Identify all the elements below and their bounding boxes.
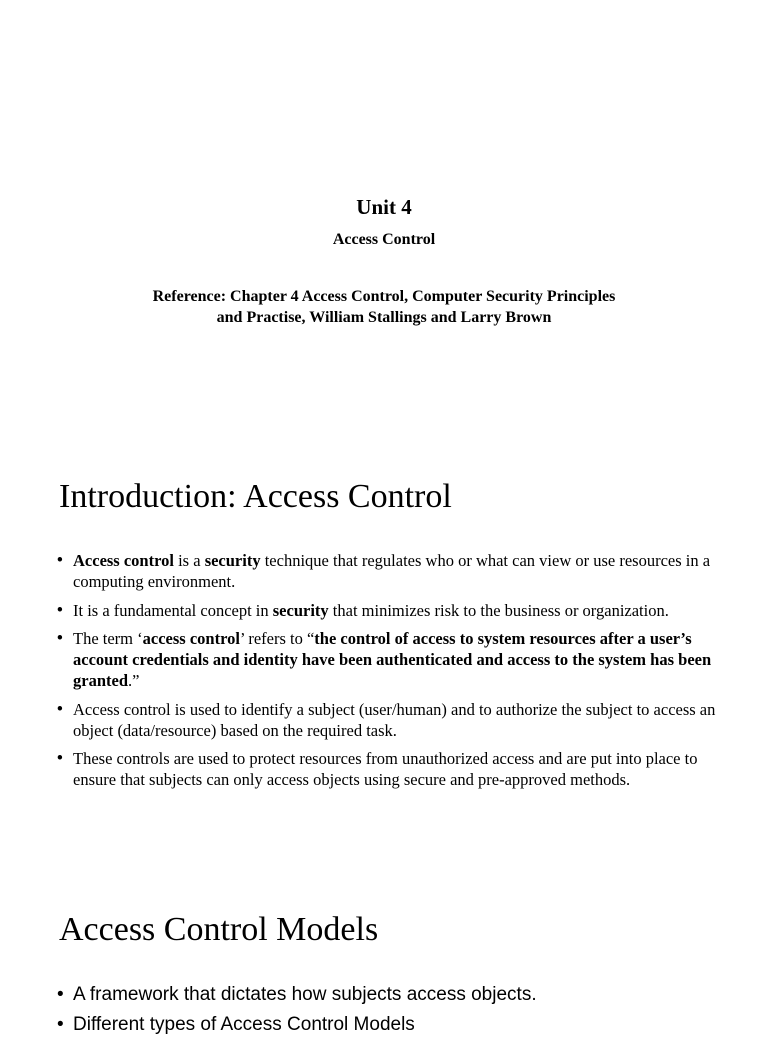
bullet-item [57,628,717,691]
reference-text [84,286,684,328]
text-run: The term ‘ [73,629,143,648]
bullet-text [73,629,711,690]
bullet-icon: • [57,984,64,1005]
bullet-text: Different types of Access Control Models [73,1014,415,1035]
unit-title: Unit 4 [356,195,412,219]
text-run: technique that regulates who or what can view or use resources in a computing environment. [73,551,711,591]
unit-subtitle: Access Control [332,231,436,248]
bullet-icon: • [57,551,63,569]
text-run: is a [173,551,205,570]
bullet-icon: • [57,749,63,767]
bullet-text [73,700,715,740]
text-run: .” [128,671,140,690]
reference-line-1: Reference: Chapter 4 Access Control, Computer Security Principles [152,288,616,305]
bullet-item [57,1011,737,1039]
introduction-bullet-list [57,550,717,798]
bold-text-run: access control [142,629,240,648]
introduction-heading: Introduction: Access Control [59,478,452,515]
bullet-item [57,981,737,1009]
bold-text-run: security [204,551,261,570]
bold-text-run: the control of access to system resources after a user’s account credentials and identity have been authenticated and access to the system has been granted [73,629,712,690]
models-bullet-list [57,981,737,1041]
bullet-icon: • [57,699,63,718]
bullet-text [73,551,710,591]
text-run: It is a fundamental concept in [73,600,273,620]
bold-text-run: security [272,600,329,620]
bullet-item [57,748,717,790]
bold-text-run: Access control [73,551,174,570]
text-run: These controls are used to protect resources from unauthorized access and are put into place to ensure that subjects can only access objects using secure and pre-approved methods. [73,749,698,789]
models-slide [0,860,768,1035]
bullet-text [73,601,669,620]
text-run: ’ refers to “ [239,629,315,648]
bullet-icon: • [57,1014,64,1035]
title-slide [0,0,768,420]
bullet-icon: • [57,629,63,647]
bullet-item [57,550,717,592]
bullet-text: A framework that dictates how subjects access objects. [73,984,537,1005]
bullet-text [73,749,697,789]
models-heading: Access Control Models [59,911,379,948]
bullet-item [57,600,717,621]
bullet-icon: • [57,600,63,619]
bullet-item [57,699,717,741]
text-run: that minimizes risk to the business or organization. [328,600,669,620]
introduction-slide [0,420,768,860]
text-run: Access control is used to identify a subject (user/human) and to authorize the subject to access an object (data/resource) based on the required task. [73,699,716,740]
reference-line-2: and Practise, William Stallings and Larry Brown [216,309,552,326]
